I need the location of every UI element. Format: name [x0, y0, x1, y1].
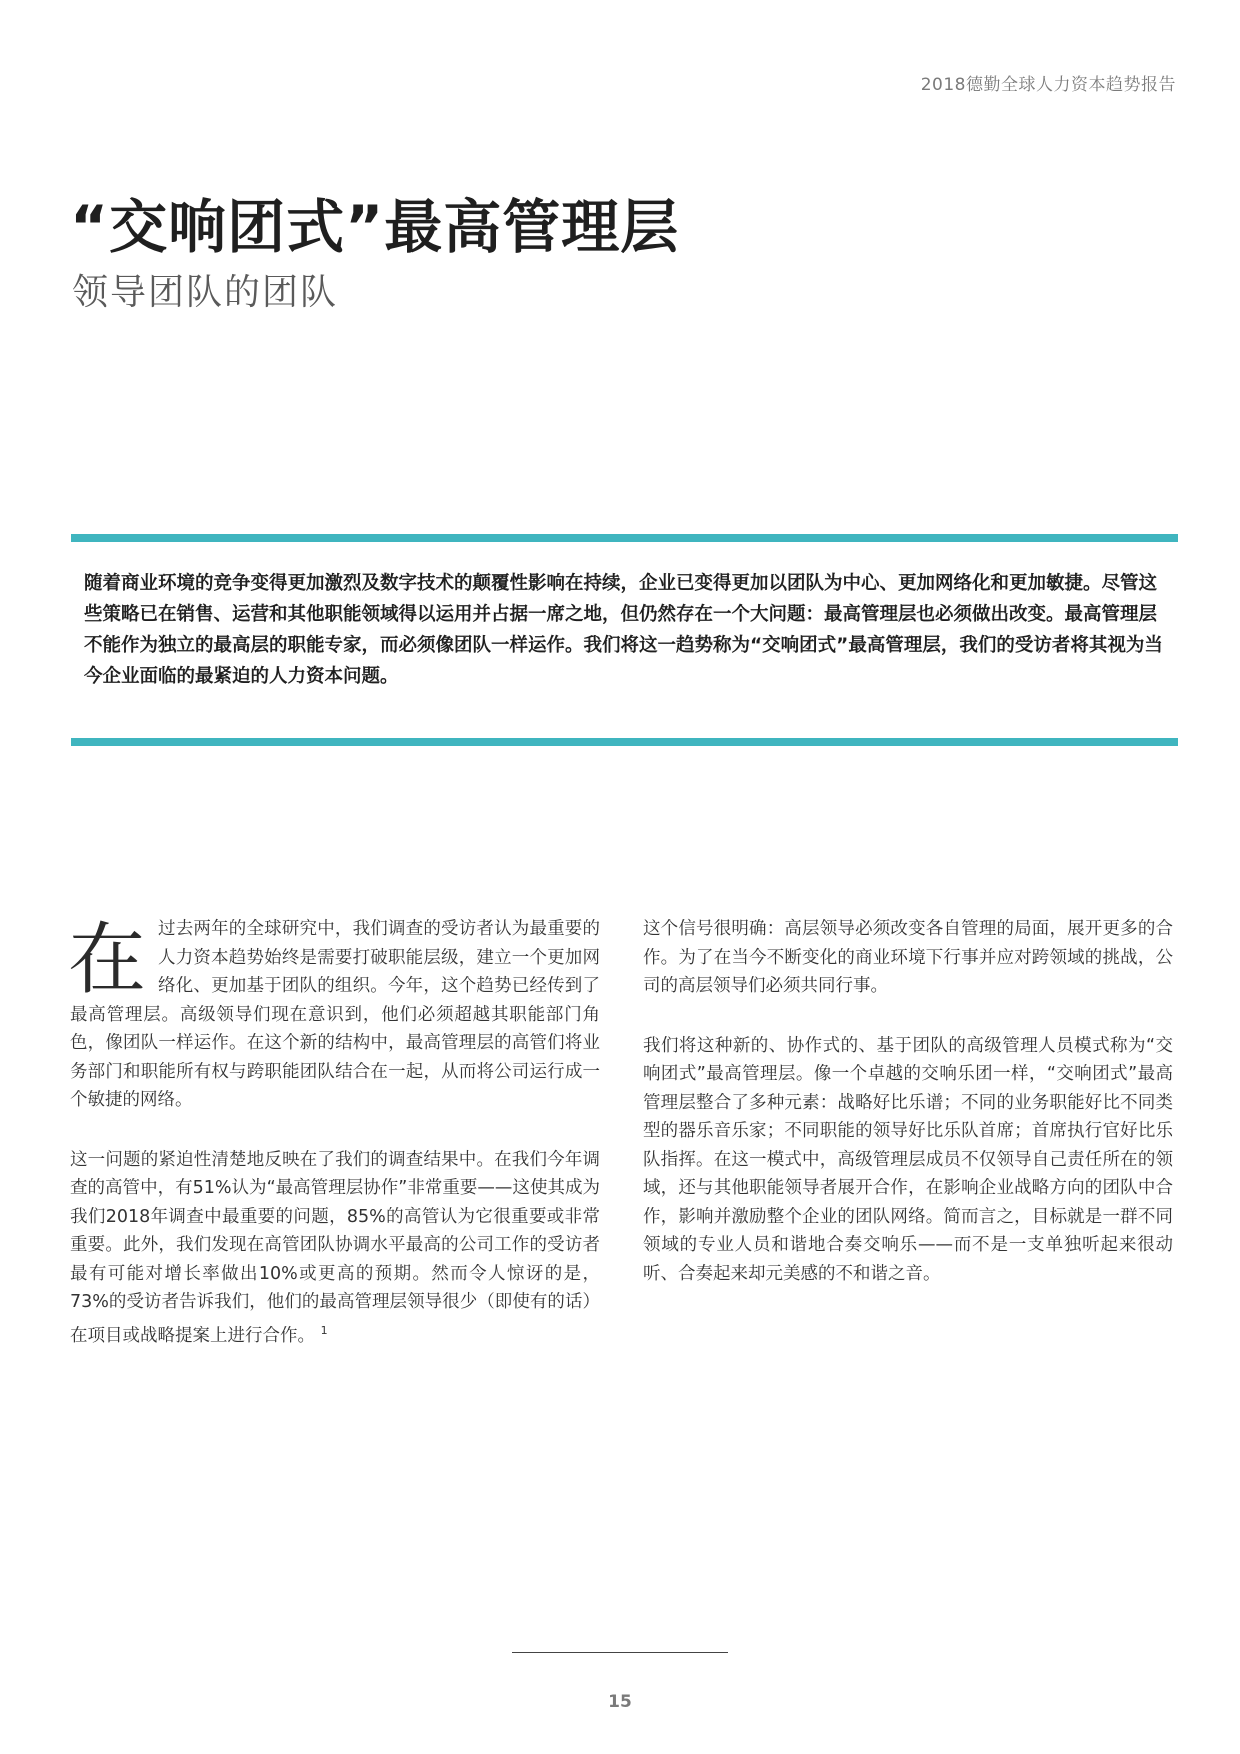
left-paragraph-1-text: 过去两年的全球研究中，我们调查的受访者认为最重要的人力资本趋势始终是需要打破职能层级，建立一个更加网络化、更加基于团队的组织。今年，这个趋势已经传到了最高管理层。高级领导们现在意识到，他们必须超越其职能部门角色，像团队一样运作。在这个新的结构中，最高管理层的高管们将业务部门和职能所有权与跨职能团队结合在一起，从而将公司运行成一个敏捷的网络。 [70, 919, 600, 1110]
drop-cap: 在 [68, 915, 147, 1005]
footer-divider [512, 1652, 728, 1653]
page-subtitle: 领导团队的团队 [72, 272, 339, 313]
right-column [643, 915, 1173, 1319]
page-number: 15 [608, 1692, 632, 1712]
page-title: “交响团式”最高管理层 [70, 193, 680, 261]
right-paragraph-2: 我们将这种新的、协作式的、基于团队的高级管理人员模式称为“交响团式”最高管理层。像一个卓越的交响乐团一样，“交响团式”最高管理层整合了多种元素：战略好比乐谱；不同的业务职能好比不同类型的器乐音乐家；不同职能的领导好比乐队首席；首席执行官好比乐队指挥。在这一模式中，高级管理层成员不仅领导自己责任所在的领域，还与其他职能领导者展开合作，在影响企业战略方向的团队中合作，影响并激励整个企业的团队网络。简而言之，目标就是一群不同领域的专业人员和谐地合奏交响乐——而不是一支单独听起来很动听、合奏起来却元美感的不和谐之音。 [643, 1035, 1173, 1284]
left-paragraph-1 [70, 915, 600, 1115]
summary-paragraph: 随着商业环境的竞争变得更加激烈及数字技术的颠覆性影响在持续，企业已变得更加以团队为中心、更加网络化和更加敏捷。尽管这些策略已在销售、运营和其他职能领域得以运用并占据一席之地，但仍然存在一个大问题：最高管理层也必须做出改变。最高管理层不能作为独立的最高层的职能专家，而必须像团队一样运作。我们将这一趋势称为“交响团式”最高管理层，我们的受访者将其视为当今企业面临的最紧迫的人力资本问题。 [84, 573, 1163, 687]
left-paragraph-2-text: 这一问题的紧迫性清楚地反映在了我们的调查结果中。在我们今年调查的高管中，有51%认为“最高管理层协作”非常重要——这使其成为我们2018年调查中最重要的问题，85%的高管认为它很重要或非常重要。此外，我们发现在高管团队协调水平最高的公司工作的受访者最有可能对增长率做出10%或更高的预期。然而令人惊讶的是，73%的受访者告诉我们，他们的最高管理层领导很少（即使有的话）在项目或战略提案上进行合作。 [70, 1149, 600, 1346]
report-header: 2018德勤全球人力资本趋势报告 [920, 75, 1176, 95]
left-paragraph-2 [70, 1146, 600, 1350]
summary-bottom-divider [71, 738, 1178, 746]
left-column [70, 915, 600, 1381]
summary-top-divider [71, 534, 1178, 542]
right-paragraph-1: 这个信号很明确：高层领导必须改变各自管理的局面，展开更多的合作。为了在当今不断变化的商业环境下行事并应对跨领域的挑战，公司的高层领导们必须共同行事。 [643, 919, 1173, 996]
footnote-reference[interactable]: 1 [320, 1323, 328, 1337]
